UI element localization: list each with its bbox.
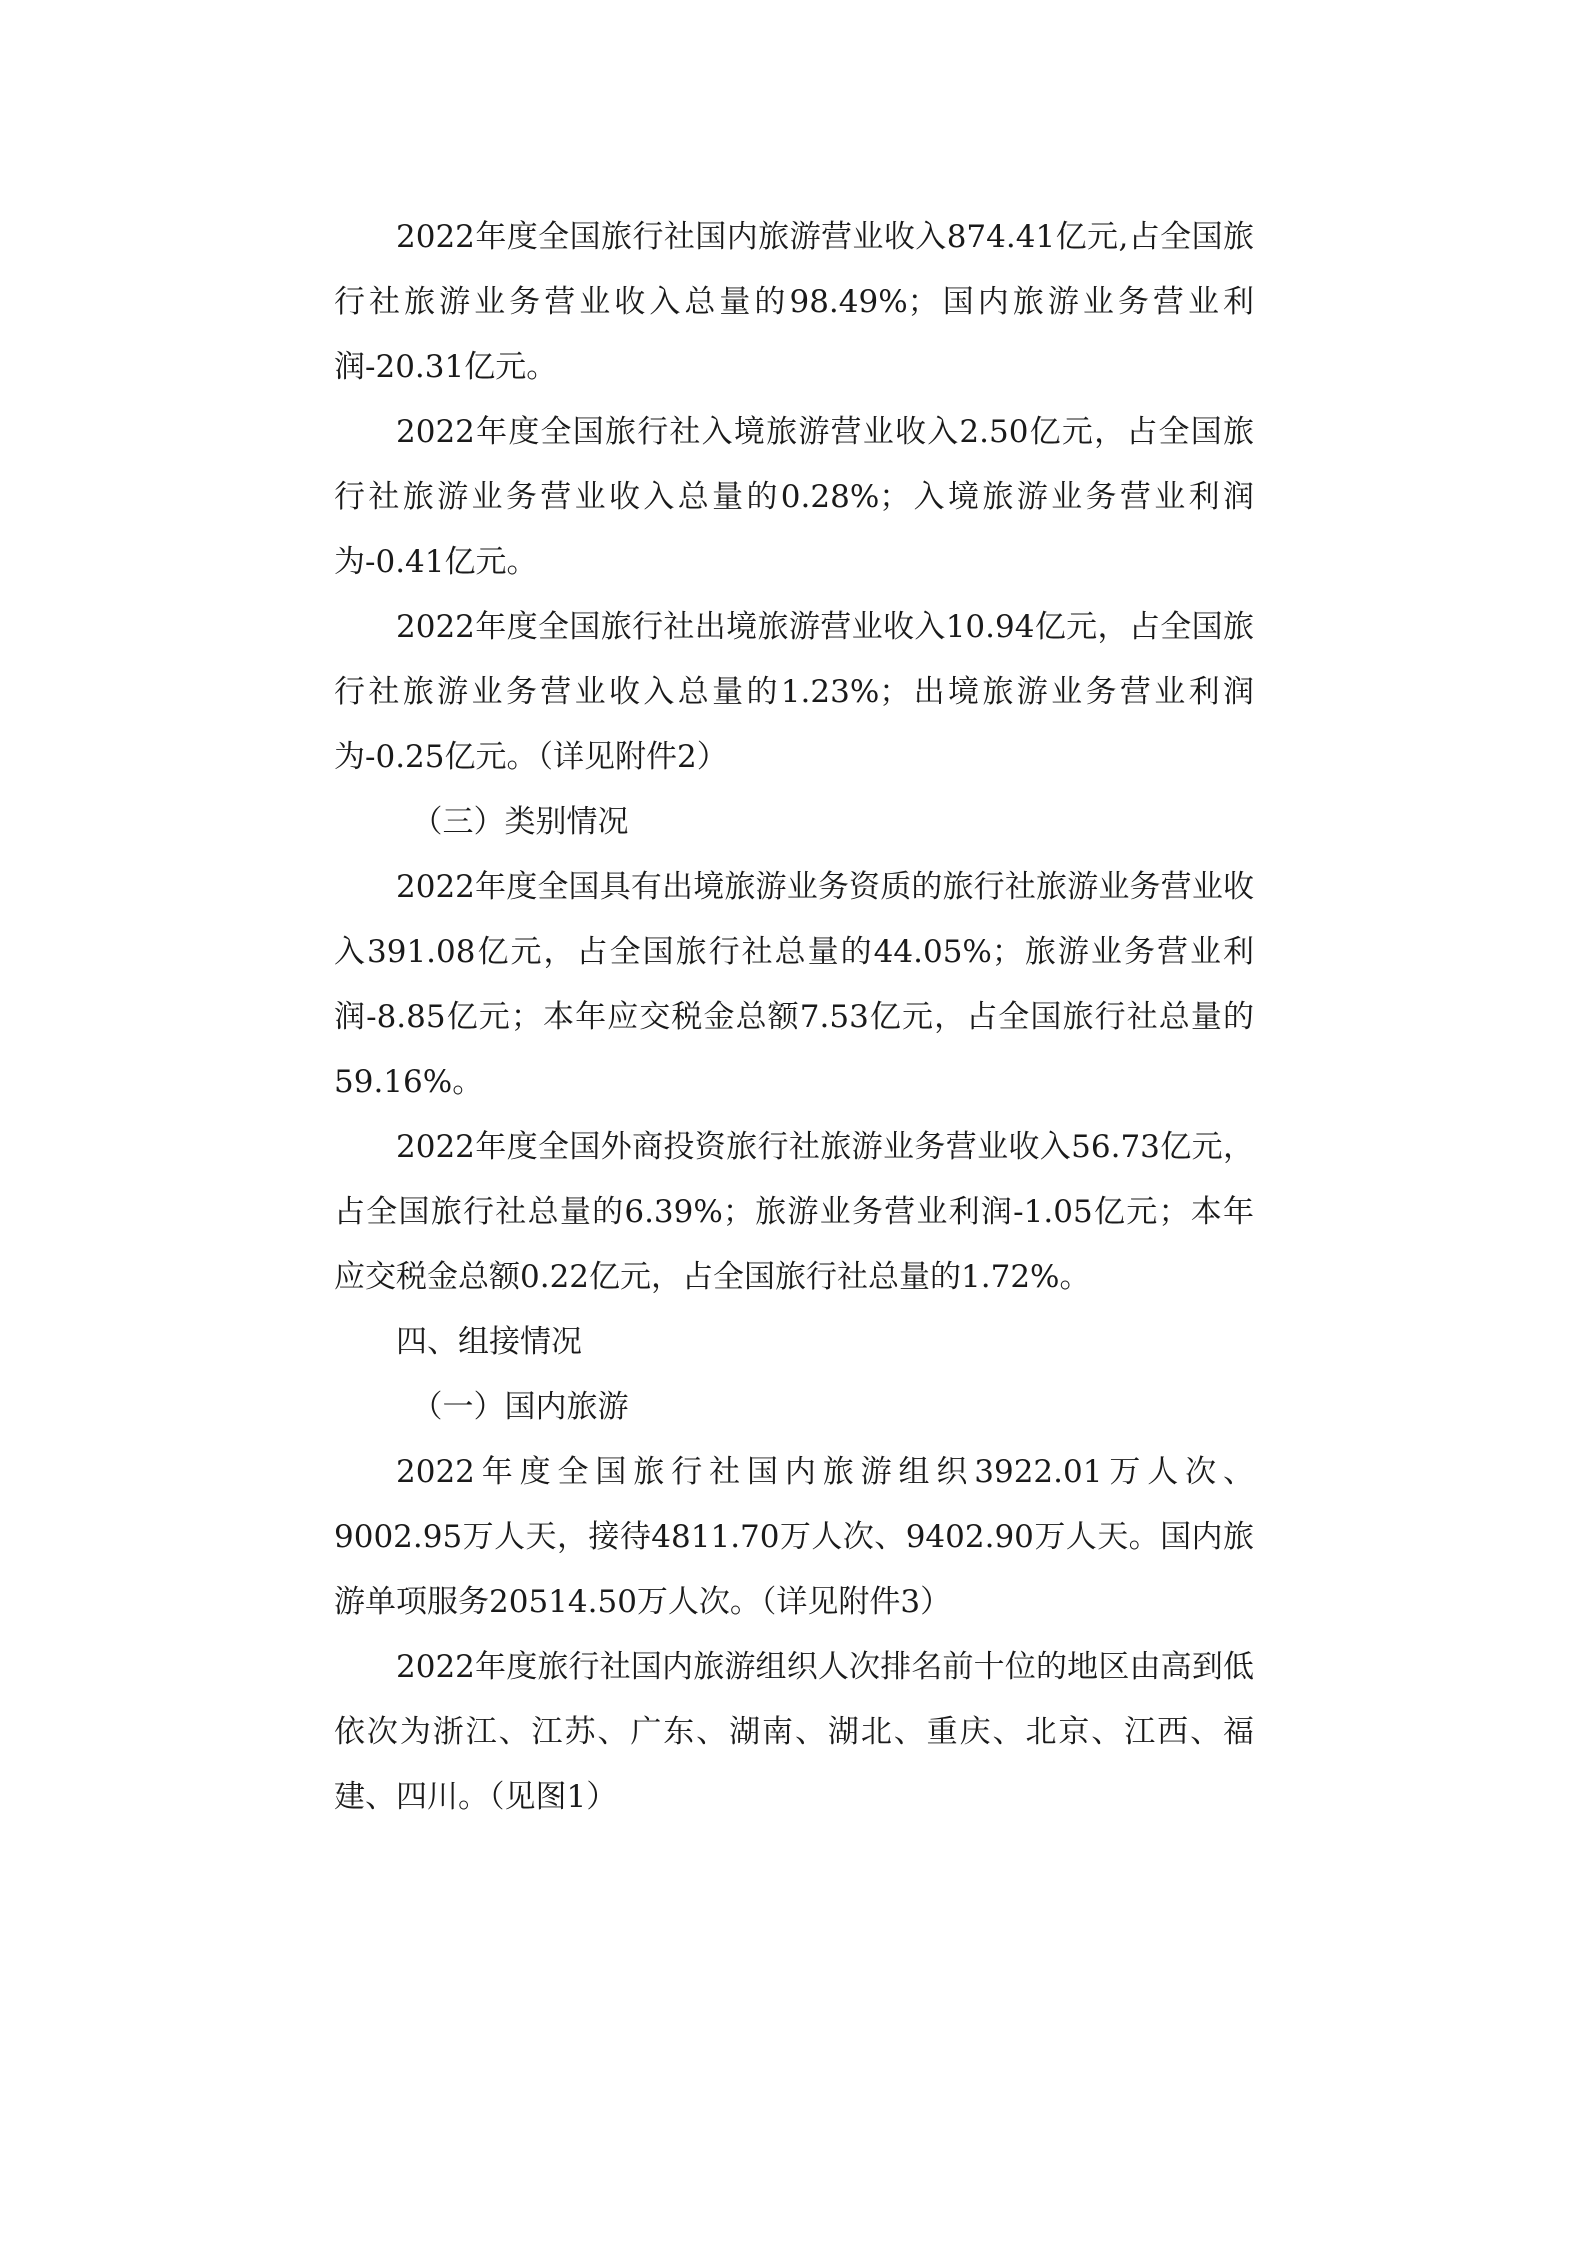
section-subheading-domestic-tourism: （一）国内旅游	[411, 1389, 629, 1425]
paragraph-inbound-revenue: 2022年度全国旅行社入境旅游营业收入2.50亿元，占全国旅行社旅游业务营业收入总量的0.28%；入境旅游业务营业利润为-0.41亿元。	[334, 414, 1254, 580]
paragraph-domestic-organization: 2022年度全国旅行社国内旅游组织3922.01万人次、9002.95万人天，接待4811.70万人次、9402.90万人天。国内旅游单项服务20514.50万人次。（详见附件3）	[334, 1454, 1254, 1620]
document-body	[334, 205, 1254, 1830]
paragraph-top-ten-regions: 2022年度旅行社国内旅游组织人次排名前十位的地区由高到低依次为浙江、江苏、广东、湖南、湖北、重庆、北京、江西、福建、四川。（见图1）	[334, 1649, 1254, 1815]
paragraph-outbound-qualified-agencies: 2022年度全国具有出境旅游业务资质的旅行社旅游业务营业收入391.08亿元，占全国旅行社总量的44.05%；旅游业务营业利润-8.85亿元；本年应交税金总额7.53亿元，占全国旅行社总量的59.16%。	[334, 869, 1254, 1100]
section-heading-organization: 四、组接情况	[396, 1324, 582, 1360]
section-subheading-category: （三）类别情况	[411, 804, 629, 840]
paragraph-outbound-revenue: 2022年度全国旅行社出境旅游营业收入10.94亿元，占全国旅行社旅游业务营业收入总量的1.23%；出境旅游业务营业利润为-0.25亿元。（详见附件2）	[334, 609, 1254, 775]
paragraph-domestic-revenue: 2022年度全国旅行社国内旅游营业收入874.41亿元,占全国旅行社旅游业务营业收入总量的98.49%；国内旅游业务营业利润-20.31亿元。	[334, 219, 1254, 385]
paragraph-foreign-invested-agencies: 2022年度全国外商投资旅行社旅游业务营业收入56.73亿元，占全国旅行社总量的6.39%；旅游业务营业利润-1.05亿元；本年应交税金总额0.22亿元，占全国旅行社总量的1.72%。	[334, 1129, 1254, 1295]
